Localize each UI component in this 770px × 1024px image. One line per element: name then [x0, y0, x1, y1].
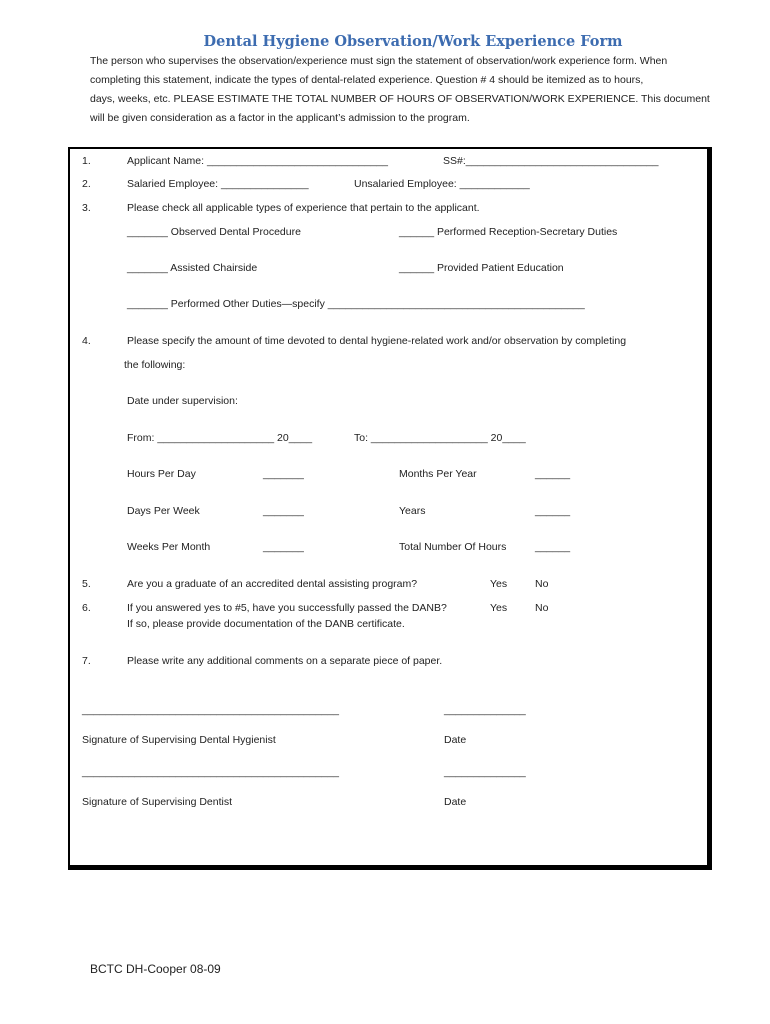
date-label: Date [444, 796, 467, 808]
ss-number-field[interactable]: SS#:_________________________________ [443, 155, 659, 167]
hygienist-signature-field[interactable]: ____________________________________________ [82, 704, 339, 716]
weeks-per-month-field[interactable]: _______ [263, 541, 304, 553]
weeks-per-month-label: Weeks Per Month [127, 541, 211, 553]
instructions-line: The person who supervises the observation/experience must sign the statement of observation/work experience form. When [90, 55, 668, 67]
hygienist-signature-label: Signature of Supervising Dental Hygienist [82, 734, 276, 746]
item-number: 7. [82, 655, 91, 667]
years-field[interactable]: ______ [535, 505, 571, 517]
instructions-line: completing this statement, indicate the types of dental-related experience. Question # 4 should be itemized as to hours, [90, 74, 644, 86]
item-number: 6. [82, 602, 91, 614]
total-hours-label: Total Number Of Hours [399, 541, 507, 553]
comments-instruction: Please write any additional comments on a separate piece of paper. [127, 655, 443, 667]
item-number: 4. [82, 335, 91, 347]
instructions-line: days, weeks, etc. PLEASE ESTIMATE THE TOTAL NUMBER OF HOURS OF OBSERVATION/WORK EXPERIENCE. This document [90, 93, 710, 105]
dentist-date-field[interactable]: ______________ [444, 766, 526, 778]
experience-types-prompt: Please check all applicable types of experience that pertain to the applicant. [127, 202, 480, 214]
danb-no-option[interactable]: No [535, 602, 549, 614]
graduate-yes-option[interactable]: Yes [490, 578, 508, 590]
item-number: 3. [82, 202, 91, 214]
dentist-signature-field[interactable]: ____________________________________________ [82, 766, 339, 778]
date-under-supervision-label: Date under supervision: [127, 395, 238, 407]
years-label: Years [399, 505, 426, 517]
months-per-year-field[interactable]: ______ [535, 468, 571, 480]
months-per-year-label: Months Per Year [399, 468, 477, 480]
footer-code: BCTC DH-Cooper 08-09 [90, 962, 221, 976]
instructions-paragraph [90, 52, 750, 128]
danb-question: If you answered yes to #5, have you successfully passed the DANB? [127, 602, 447, 614]
from-date-field[interactable]: From: ____________________ 20____ [127, 432, 313, 444]
hygienist-date-field[interactable]: ______________ [444, 704, 526, 716]
danb-yes-option[interactable]: Yes [490, 602, 508, 614]
item-number: 2. [82, 178, 91, 190]
salaried-employee-field[interactable]: Salaried Employee: _______________ [127, 178, 309, 190]
time-devoted-prompt-cont: the following: [124, 359, 186, 371]
to-date-field[interactable]: To: ____________________ 20____ [354, 432, 526, 444]
applicant-name-field[interactable]: Applicant Name: _______________________________ [127, 155, 388, 167]
total-hours-field[interactable]: ______ [535, 541, 571, 553]
form-title: Dental Hygiene Observation/Work Experience Form [203, 33, 623, 50]
item-number: 5. [82, 578, 91, 590]
hours-per-day-field[interactable]: _______ [263, 468, 304, 480]
unsalaried-employee-field[interactable]: Unsalaried Employee: ____________ [354, 178, 530, 190]
hours-per-day-label: Hours Per Day [127, 468, 196, 480]
instructions-line: will be given consideration as a factor in the applicant’s admission to the program. [90, 112, 470, 124]
days-per-week-label: Days Per Week [127, 505, 200, 517]
graduate-no-option[interactable]: No [535, 578, 549, 590]
days-per-week-field[interactable]: _______ [263, 505, 304, 517]
time-devoted-prompt: Please specify the amount of time devoted to dental hygiene-related work and/or observation by completing [127, 335, 627, 347]
reception-duties-checkbox[interactable]: ______ Performed Reception-Secretary Duties [399, 226, 618, 238]
graduate-question: Are you a graduate of an accredited dental assisting program? [127, 578, 418, 590]
dentist-signature-label: Signature of Supervising Dentist [82, 796, 232, 808]
other-duties-field[interactable]: _______ Performed Other Duties—specify ____________________________________________ [127, 298, 585, 310]
item-number: 1. [82, 155, 91, 167]
date-label: Date [444, 734, 467, 746]
observed-procedure-checkbox[interactable]: _______ Observed Dental Procedure [127, 226, 301, 238]
assisted-chairside-checkbox[interactable]: _______ Assisted Chairside [127, 262, 258, 274]
patient-education-checkbox[interactable]: ______ Provided Patient Education [399, 262, 564, 274]
danb-documentation-note: If so, please provide documentation of the DANB certificate. [127, 618, 405, 630]
